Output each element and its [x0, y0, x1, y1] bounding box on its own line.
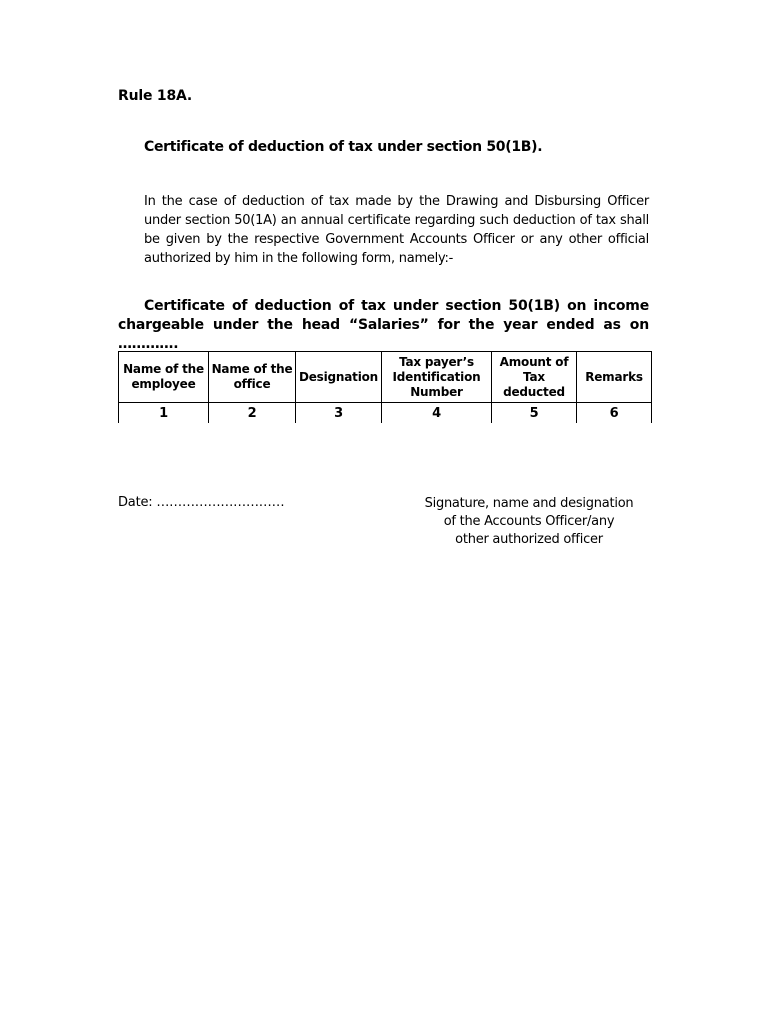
header-remarks: Remarks	[577, 352, 652, 403]
signature-line: other authorized officer	[455, 532, 603, 547]
signature-line: Signature, name and designation	[424, 496, 634, 511]
form-heading: Certificate of deduction of tax under section 50(1B) on income chargeable under the head “Salaries” for the year ended as on ………….	[118, 298, 649, 352]
column-number: 4	[382, 403, 492, 424]
signature-block	[400, 495, 658, 549]
header-office-name: Name of the office	[209, 352, 296, 403]
header-employee-name: Name of the employee	[119, 352, 209, 403]
column-number: 3	[296, 403, 382, 424]
column-number: 6	[577, 403, 652, 424]
column-number: 1	[119, 403, 209, 424]
column-number: 5	[492, 403, 577, 424]
rule-number: Rule 18A.	[118, 88, 193, 104]
table-header-row	[119, 352, 652, 403]
deduction-table	[118, 351, 652, 423]
header-designation: Designation	[296, 352, 382, 403]
certificate-title: Certificate of deduction of tax under section 50(1B).	[144, 139, 543, 155]
intro-paragraph: In the case of deduction of tax made by the Drawing and Disbursing Officer under section 50(1A) an annual certificate regarding such deduction of tax shall be given by the respective Government Accounts Officer or any other official authorized by him in the following form, namely:-	[144, 194, 649, 266]
header-amount-deducted: Amount of Tax deducted	[492, 352, 577, 403]
header-tax-id: Tax payer’s Identification Number	[382, 352, 492, 403]
column-number: 2	[209, 403, 296, 424]
table-row	[119, 403, 652, 424]
signature-line: of the Accounts Officer/any	[443, 514, 615, 529]
date-line: Date: …………………………	[118, 495, 285, 510]
